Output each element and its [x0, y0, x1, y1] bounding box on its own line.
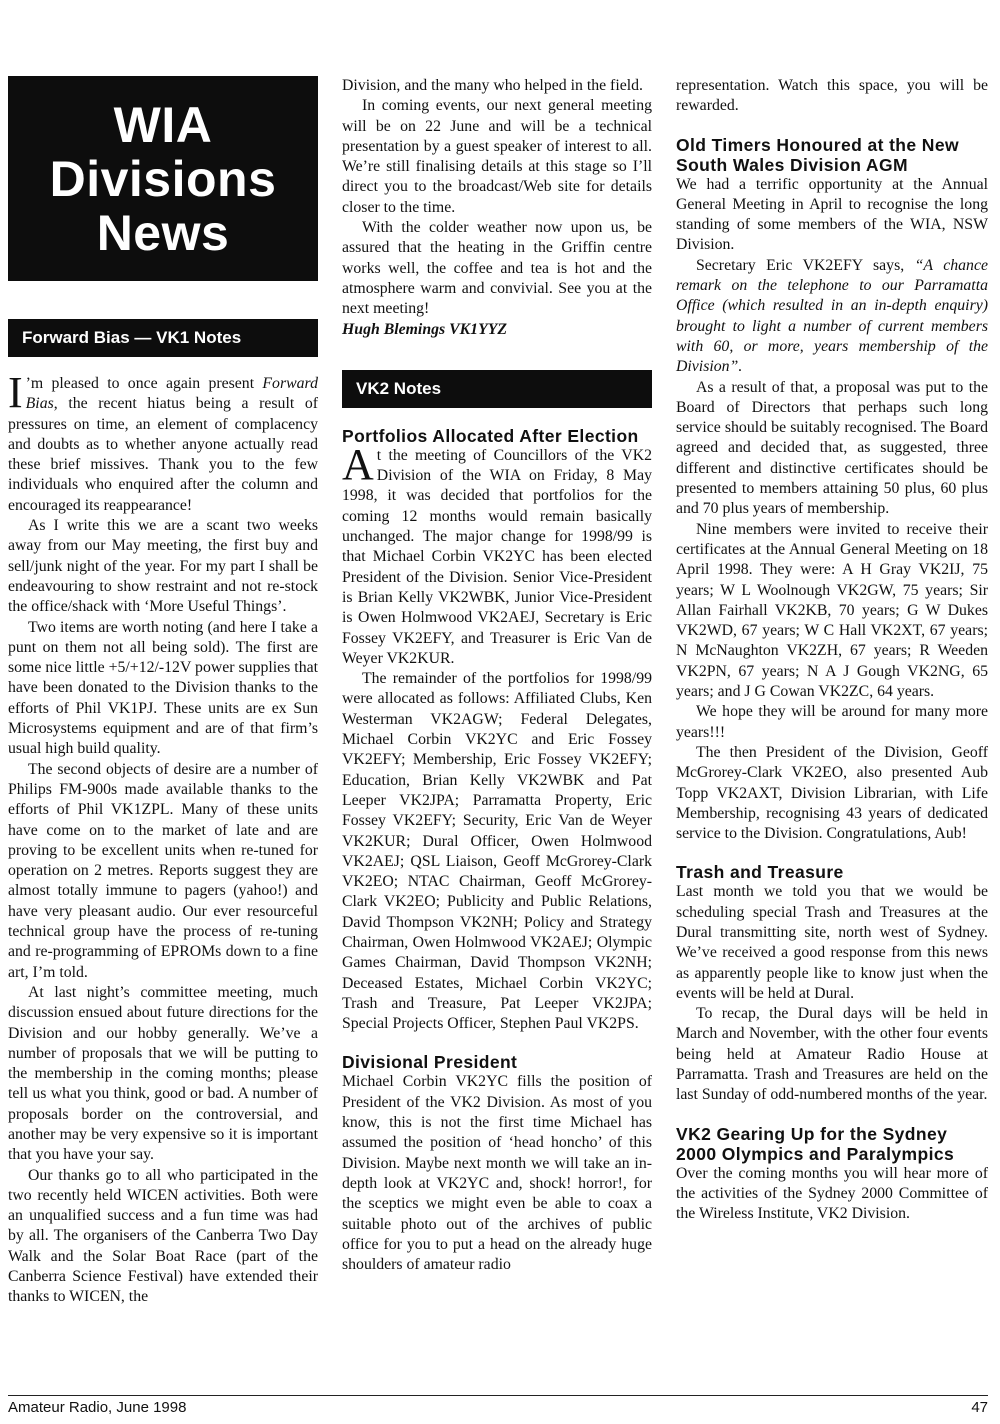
- paragraph: We had a terrific opportunity at the Annual General Meeting in April to recognise the long standing of some members of the WIA, NSW Division.: [676, 175, 988, 254]
- paragraph: At the meeting of Councillors of the VK2 Division of the WIA on Friday, 8 May 1998, it was decided that portfolios for the coming 12 months would remain basically unchanged. The major change for 1998/99 is that Michael Corbin VK2YC has been elected President of the Division. Senior Vice-President is Brian Kelly VK2WBK, Junior Vice-President is Owen Holmwood VK2AEJ, Secretary is Eric Fossey VK2EFY, and Treasurer is Eric Van de Weyer VK2KUR.: [342, 439, 652, 667]
- paragraph: Our thanks go to all who participated in the two recently held WICEN activities. Both were an unqualified success and a fun time was had by all. The organisers of the Canberra Two Day Walk and the Solar Boat Race (part of the Canberra Science Festival) have extended their thanks to WICEN, the: [8, 1166, 318, 1306]
- paragraph: I ’m pleased to once again present Forward Bias, the recent hiatus being a result of pressures on time, an element of complacency and doubts as to whether anyone actually read these brief missives. Thank you to the few individuals who enquired after the column and encouraged its reappearance!: [8, 368, 318, 514]
- section-bar-vk1: Forward Bias — VK1 Notes: [8, 319, 318, 357]
- heading-olympics: VK2 Gearing Up for the Sydney 2000 Olympics and Paralympics: [676, 1123, 955, 1164]
- paragraph: Two items are worth noting (and here I take a punt on them not all being sold). The first are some nice little +5/+12/-12V power supplies that have been donated to the Division thanks to the efforts of Phil VK1PJ. These units are ex Sun Microsystems equipment and are of that firm’s usual high build quality.: [8, 618, 318, 758]
- drop-cap: A: [342, 439, 374, 489]
- paragraph: With the colder weather now upon us, be assured that the heating in the Griffin centre works well, the coffee and tea is hot and the atmosphere warm and convivial. See you at the next meeting!: [342, 219, 652, 318]
- paragraph: As a result of that, a proposal was put to the Board of Directors that perhaps such long service should be suitably recognised. The Board agreed and decided that, as suggested, three different and distinctive certificates should be presented to members attaining 50 plus, 60 plus and 70 plus years of membership.: [676, 378, 988, 518]
- paragraph: We hope they will be around for many more years!!!: [676, 703, 988, 741]
- paragraph: Nine members were invited to receive their certificates at the Annual General Meeting on 18 April 1998. They were: A H Gray VK2IJ, 75 years; W L Woolnough VK2GW, 75 years; Sir Allan Fairhall VK2KB, 70 years; G W Dukes VK2WD, 67 years; W C Hall VK2XT, 67 years; N McNaughton VK2ZH, 67 years; R Weeden VK2PN, 67 years; N A J Gough VK2NG, 65 years; and J G Cowan VK2ZC, 64 years.: [676, 520, 988, 701]
- paragraph: At last night’s committee meeting, much discussion ensued about future directions for the Division and our hobby generally. We’ve a number of proposals that we will be putting to the membership in the coming months; please tell us what you think, good or bad. A number of proposals border on the controversial, and another may be very expensive so it is important that you have your say.: [8, 983, 318, 1164]
- heading-trash-treasure: Trash and Treasure: [676, 862, 844, 883]
- paragraph: Michael Corbin VK2YC fills the position of President of the VK2 Division. As most of you know, this is not the first time Michael has assumed the position of ‘head honcho’ of this Division. Maybe next month we will take an in-depth look at VK2YC and, shock! horror!, for the sceptics we might even be able to coax a suitable photo out of the archives of public office for you to put a head on the already huge shoulders of amateur radio: [342, 1073, 652, 1274]
- column-1: [8, 76, 318, 1308]
- masthead-line: WIA: [113, 96, 213, 153]
- heading-president: Divisional President: [342, 1052, 518, 1073]
- paragraph: Division, and the many who helped in the field.: [342, 77, 643, 94]
- paragraph: To recap, the Dural days will be held in March and November, with the other four events being held at Amateur Radio House at Parramatta. Trash and Treasures are held on the last Sunday of odd-numbered months of the year.: [676, 1005, 988, 1104]
- column-2: [342, 76, 652, 1275]
- column-3: [676, 76, 988, 1225]
- masthead-line: News: [96, 204, 230, 261]
- paragraph: The remainder of the portfolios for 1998/99 were allocated as follows: Affiliated Clubs, Ken Westerman VK2AGW; Federal Delegates, Michael Corbin VK2YC and Eric Fossey VK2EFY; Membership, Eric Fossey VK2EFY; Education, Brian Kelly VK2WBK and Pat Leeper VK2JPA; Parramatta Property, Eric Fossey VK2EFY; Security, Eric Van de Weyer VK2KUR; Dural Officer, Owen Holmwood VK2AEJ; QSL Liaison, Geoff McGrorey-Clark VK2EO; NTAC Chairman, Geoff McGrorey-Clark VK2EO; Publicity and Public Relations, David Thompson VK2NH; Policy and Strategy Chairman, Owen Holmwood VK2AEJ; Olympic Games Chairman, David Thompson VK2NH; Deceased Estates, Michael Corbin VK2YC; Trash and Treasure, Pat Leeper VK2JPA; Special Projects Officer, Stephen Paul VK2PS.: [342, 670, 652, 1033]
- paragraph: In coming events, our next general meeting will be on 22 June and will be a technical presentation by a guest speaker of interest to all. We’re still finalising details at this stage so I’ll direct you to the broadcast/Web site for details closer to the time.: [342, 97, 652, 216]
- paragraph: The second objects of desire are a number of Philips FM-900s made available thanks to the efforts of Phil VK1ZPL. Many of these units have come on to the market of late and are proving to be excellent units when re-tuned for operation on 2 metres. Reports suggest they are almost totally immune to pagers (yahoo!) and have very pleasant audio. Our ever resourceful technical group have the process of re-tuning and re-programming of EPROMs down to a fine art, I’m told.: [8, 760, 318, 981]
- heading-old-timers: Old Timers Honoured at the New South Wales Division AGM: [676, 134, 959, 175]
- paragraph: Over the coming months you will hear more of the activities of the Sydney 2000 Committee of the Wireless Institute, VK2 Division.: [676, 1164, 988, 1223]
- footer-publication: Amateur Radio, June 1998: [8, 1399, 187, 1416]
- drop-cap: I: [8, 368, 23, 417]
- masthead: [8, 76, 318, 281]
- masthead-line: Divisions: [49, 150, 277, 207]
- paragraph: Last month we told you that we would be scheduling special Trash and Treasures at the Dural transmitting site, north west of Sydney. We’ve received a good response from this news as apparently people like to know just when the events will be held at Dural.: [676, 883, 988, 1002]
- footer-rule: [8, 1395, 988, 1396]
- heading-portfolios: Portfolios Allocated After Election: [342, 425, 639, 446]
- page-number: 47: [971, 1399, 988, 1416]
- signature: Hugh Blemings VK1YYZ: [342, 320, 508, 338]
- section-bar-vk2: VK2 Notes: [342, 370, 652, 408]
- paragraph: representation. Watch this space, you will be rewarded.: [676, 77, 988, 115]
- paragraph: As I write this we are a scant two weeks away from our May meeting, the first buy and sell/junk night of the year. For my part I shall be endeavouring to show restraint and not re-stock the office/shack with ‘More Useful Things’.: [8, 517, 318, 616]
- paragraph: Secretary Eric VK2EFY says, “A chance remark on the telephone to our Parramatta Office (which resulted in an in-depth enquiry) brought to light a number of current members with 60, or more, years membership of the Division”.: [676, 256, 988, 376]
- paragraph: The then President of the Division, Geoff McGrorey-Clark VK2EO, also presented Aub Topp VK2AXT, Division Librarian, with Life Membership, recognising 43 years of dedicated service to the Division. Congratulations, Aub!: [676, 743, 988, 843]
